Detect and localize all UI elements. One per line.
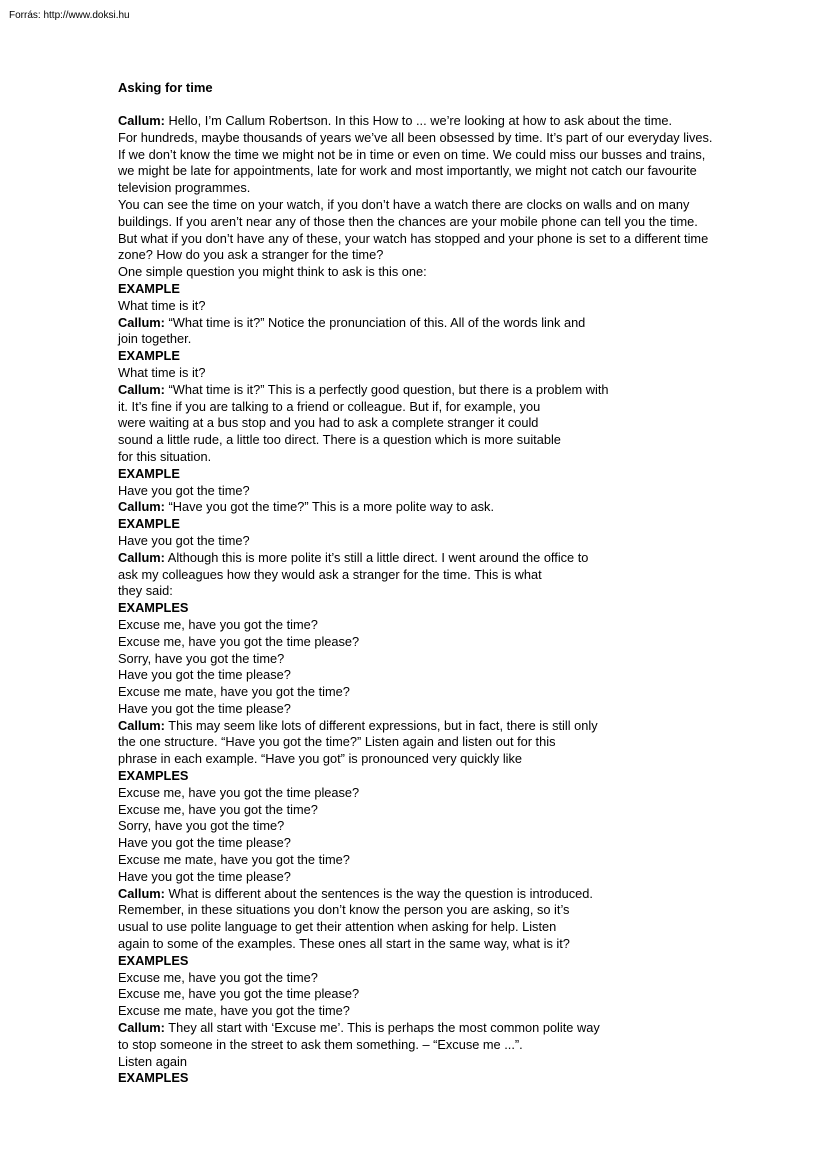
- line-text: You can see the time on your watch, if you don’t have a watch there are clocks on walls and on many: [118, 196, 690, 212]
- line-text: to stop someone in the street to ask them something. – “Excuse me ...”.: [118, 1036, 523, 1052]
- line-text: Have you got the time please?: [118, 868, 291, 884]
- transcript-line: [118, 617, 778, 634]
- transcript-line: [118, 919, 778, 936]
- transcript-line: [118, 264, 778, 281]
- transcript-line: [118, 567, 778, 584]
- line-text: for this situation.: [118, 448, 212, 464]
- line-text: Excuse me, have you got the time?: [118, 616, 318, 632]
- transcript-line: [118, 432, 778, 449]
- transcript-line: [118, 1037, 778, 1054]
- transcript-line: [118, 902, 778, 919]
- line-text: the one structure. “Have you got the time?” Listen again and listen out for this: [118, 734, 556, 750]
- transcript-line: [118, 533, 778, 550]
- transcript-line: [118, 869, 778, 886]
- line-text: Remember, in these situations you don’t know the person you are asking, so it’s: [118, 902, 570, 918]
- transcript-line: [118, 886, 778, 903]
- transcript-line: [118, 986, 778, 1003]
- line-text: Excuse me, have you got the time please?: [118, 986, 360, 1002]
- transcript-line: [118, 281, 778, 298]
- line-text: Excuse me, have you got the time please?: [118, 784, 360, 800]
- transcript-line: [118, 970, 778, 987]
- transcript-line: [118, 147, 778, 164]
- transcript-line: [118, 348, 778, 365]
- transcript-line: [118, 163, 778, 180]
- line-text: Excuse me mate, have you got the time?: [118, 1003, 350, 1019]
- transcript-line: [118, 768, 778, 785]
- speaker-label: Callum:: [118, 381, 165, 397]
- transcript-line: [118, 315, 778, 332]
- line-text: “What time is it?” Notice the pronunciation of this. All of the words link and: [164, 314, 586, 330]
- transcript-line: [118, 600, 778, 617]
- transcript-line: [118, 701, 778, 718]
- page-title: Asking for time: [118, 80, 213, 95]
- line-text: Have you got the time please?: [118, 835, 291, 851]
- transcript-line: [118, 583, 778, 600]
- line-text: Excuse me mate, have you got the time?: [118, 852, 350, 868]
- transcript-line: [118, 298, 778, 315]
- line-text: This may seem like lots of different expressions, but in fact, there is still only: [164, 717, 598, 733]
- line-text: What is different about the sentences is the way the question is introduced.: [164, 885, 593, 901]
- line-text: usual to use polite language to get their attention when asking for help. Listen: [118, 919, 557, 935]
- transcript-line: [118, 399, 778, 416]
- transcript-line: [118, 449, 778, 466]
- line-text: they said:: [118, 583, 173, 599]
- transcript-line: [118, 802, 778, 819]
- transcript-line: [118, 331, 778, 348]
- line-text: One simple question you might think to ask is this one:: [118, 264, 427, 280]
- transcript-line: [118, 852, 778, 869]
- speaker-label: Callum:: [118, 314, 165, 330]
- line-text: join together.: [118, 331, 192, 347]
- transcript-line: [118, 113, 778, 130]
- speaker-label: Callum:: [118, 717, 165, 733]
- transcript-line: [118, 651, 778, 668]
- line-text: “Have you got the time?” This is a more polite way to ask.: [164, 499, 495, 515]
- transcript-line: [118, 818, 778, 835]
- transcript-line: [118, 382, 778, 399]
- line-text: Although this is more polite it’s still a little direct. I went around the office to: [164, 549, 589, 565]
- transcript-line: [118, 365, 778, 382]
- line-text: buildings. If you aren’t near any of those then the chances are your mobile phone can tell you the time.: [118, 213, 698, 229]
- transcript-line: [118, 415, 778, 432]
- example-heading: EXAMPLES: [118, 768, 189, 784]
- line-text: we might be late for appointments, late for work and most importantly, we might not catch our favourite: [118, 163, 697, 179]
- line-text: Excuse me, have you got the time?: [118, 969, 318, 985]
- transcript-line: [118, 231, 778, 248]
- line-text: They all start with ‘Excuse me’. This is perhaps the most common polite way: [164, 1020, 600, 1036]
- line-text: Sorry, have you got the time?: [118, 818, 285, 834]
- line-text: it. It’s fine if you are talking to a friend or colleague. But if, for example, you: [118, 398, 541, 414]
- transcript-line: [118, 214, 778, 231]
- transcript-line: [118, 1070, 778, 1087]
- transcript-line: [118, 667, 778, 684]
- example-heading: EXAMPLES: [118, 600, 189, 616]
- line-text: Excuse me, have you got the time please?: [118, 633, 360, 649]
- transcript-line: [118, 550, 778, 567]
- speaker-label: Callum:: [118, 549, 165, 565]
- line-text: Hello, I’m Callum Robertson. In this How to ... we’re looking at how to ask about the time.: [164, 113, 673, 128]
- line-text: But what if you don’t have any of these, your watch has stopped and your phone is set to a different time: [118, 230, 709, 246]
- speaker-label: Callum:: [118, 1020, 165, 1036]
- line-text: “What time is it?” This is a perfectly good question, but there is a problem with: [164, 381, 609, 397]
- speaker-label: Callum:: [118, 499, 165, 515]
- line-text: zone? How do you ask a stranger for the time?: [118, 247, 384, 263]
- line-text: television programmes.: [118, 180, 251, 196]
- line-text: Sorry, have you got the time?: [118, 650, 285, 666]
- line-text: What time is it?: [118, 364, 206, 380]
- line-text: Have you got the time?: [118, 532, 250, 548]
- line-text: again to some of the examples. These ones all start in the same way, what is it?: [118, 936, 570, 952]
- line-text: Have you got the time please?: [118, 700, 291, 716]
- example-heading: EXAMPLE: [118, 465, 180, 481]
- transcript-line: [118, 751, 778, 768]
- transcript-line: [118, 1003, 778, 1020]
- transcript-line: [118, 180, 778, 197]
- example-heading: EXAMPLE: [118, 516, 180, 532]
- line-text: What time is it?: [118, 297, 206, 313]
- line-text: If we don’t know the time we might not be in time or even on time. We could miss our busses and trains,: [118, 146, 706, 162]
- speaker-label: Callum:: [118, 885, 165, 901]
- transcript-line: [118, 953, 778, 970]
- transcript-line: [118, 247, 778, 264]
- line-text: Excuse me mate, have you got the time?: [118, 684, 350, 700]
- transcript-line: [118, 734, 778, 751]
- transcript-line: [118, 1054, 778, 1071]
- line-text: ask my colleagues how they would ask a stranger for the time. This is what: [118, 566, 542, 582]
- transcript-line: [118, 483, 778, 500]
- transcript-line: [118, 684, 778, 701]
- transcript-line: [118, 718, 778, 735]
- line-text: phrase in each example. “Have you got” is pronounced very quickly like: [118, 751, 523, 767]
- example-heading: EXAMPLES: [118, 952, 189, 968]
- transcript-body: [118, 113, 778, 1087]
- line-text: sound a little rude, a little too direct. There is a question which is more suitable: [118, 432, 561, 448]
- transcript-line: [118, 466, 778, 483]
- transcript-line: [118, 835, 778, 852]
- transcript-line: [118, 197, 778, 214]
- line-text: For hundreds, maybe thousands of years we’ve all been obsessed by time. It’s part of our everyday lives.: [118, 129, 713, 145]
- speaker-label: Callum:: [118, 113, 165, 128]
- transcript-line: [118, 634, 778, 651]
- line-text: Have you got the time please?: [118, 667, 291, 683]
- line-text: Have you got the time?: [118, 482, 250, 498]
- source-url: Forrás: http://www.doksi.hu: [9, 10, 130, 21]
- transcript-line: [118, 1020, 778, 1037]
- example-heading: EXAMPLE: [118, 348, 180, 364]
- example-heading: EXAMPLES: [118, 1070, 189, 1086]
- transcript-line: [118, 499, 778, 516]
- line-text: were waiting at a bus stop and you had to ask a complete stranger it could: [118, 415, 539, 431]
- line-text: Excuse me, have you got the time?: [118, 801, 318, 817]
- transcript-line: [118, 936, 778, 953]
- transcript-line: [118, 130, 778, 147]
- transcript-line: [118, 516, 778, 533]
- transcript-line: [118, 785, 778, 802]
- line-text: Listen again: [118, 1053, 188, 1069]
- example-heading: EXAMPLE: [118, 280, 180, 296]
